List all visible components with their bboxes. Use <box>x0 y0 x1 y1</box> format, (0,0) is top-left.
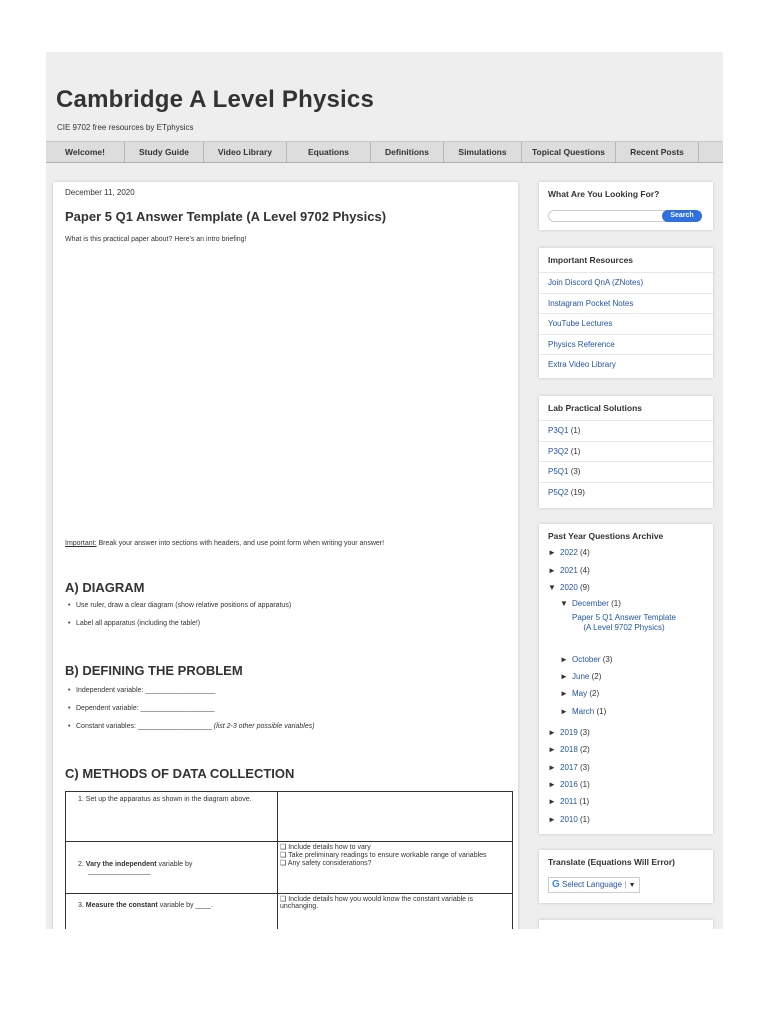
expand-triangle-icon[interactable]: ► <box>548 815 556 824</box>
section-b-list <box>65 682 315 736</box>
lab-solutions-widget <box>539 396 713 508</box>
lab-widget-title: Lab Practical Solutions <box>548 403 642 413</box>
nav-tab-overflow <box>699 142 723 162</box>
step-text: Set up the apparatus as shown in the diagram above. <box>85 796 252 803</box>
translate-widget <box>539 850 713 903</box>
step-bold: Vary the independent <box>85 860 157 868</box>
archive-count: (9) <box>577 583 590 592</box>
archive-count: (1) <box>577 780 590 789</box>
resource-link-extra-video[interactable]: Extra Video Library <box>539 354 713 375</box>
lab-list <box>539 420 713 502</box>
archive-link[interactable]: 2022 <box>560 548 578 557</box>
important-label: Important: <box>65 540 97 547</box>
nav-tab-definitions[interactable]: Definitions <box>371 142 444 162</box>
step-number: 2. <box>78 860 84 868</box>
lab-count: (1) <box>568 446 581 456</box>
post-intro: What is this practical paper about? Here's an intro briefing! <box>65 236 247 243</box>
step-cell <box>66 792 278 842</box>
section-c-heading: C) METHODS OF DATA COLLECTION <box>65 766 295 781</box>
list-item: • Label all apparatus (including the table!) <box>65 615 291 633</box>
archive-year-2019[interactable] <box>548 728 590 737</box>
archive-month-october[interactable] <box>560 655 612 664</box>
archive-link[interactable]: May <box>572 689 588 698</box>
collapse-triangle-icon[interactable]: ▼ <box>560 599 568 608</box>
note-line: ❑ Any safety considerations? <box>280 860 372 867</box>
notes-cell <box>278 792 513 842</box>
archive-count: (1) <box>577 815 590 824</box>
expand-triangle-icon[interactable]: ► <box>548 566 556 575</box>
lab-link[interactable]: P5Q2 <box>548 487 569 497</box>
archive-count: (3) <box>577 728 590 737</box>
collapse-triangle-icon[interactable]: ▼ <box>548 583 556 592</box>
blog-description: CIE 9702 free resources by ETphysics <box>57 123 194 132</box>
step-bold: Measure the constant <box>85 902 158 909</box>
important-text: Break your answer into sections with headers, and use point form when writing your answer! <box>96 540 385 547</box>
language-select[interactable] <box>548 877 640 893</box>
notes-cell <box>278 842 513 894</box>
archive-link[interactable]: 2017 <box>560 763 578 772</box>
archive-year-2010[interactable] <box>548 815 590 824</box>
step-number: 3. <box>78 902 84 909</box>
post-title[interactable]: Paper 5 Q1 Answer Template (A Level 9702 Physics) <box>65 209 387 224</box>
table-row <box>66 792 513 842</box>
table-row <box>66 842 513 894</box>
archive-year-2016[interactable] <box>548 780 590 789</box>
resource-link-youtube[interactable]: YouTube Lectures <box>539 313 713 334</box>
archive-count: (3) <box>577 763 590 772</box>
next-widget <box>539 920 713 929</box>
archive-count: (3) <box>600 655 613 664</box>
expand-triangle-icon[interactable]: ► <box>548 728 556 737</box>
search-widget-title: What Are You Looking For? <box>548 189 660 199</box>
resources-list <box>539 272 713 375</box>
constant-variables-text: Constant variables: ___________________ <box>76 723 214 730</box>
archive-count: (1) <box>594 707 607 716</box>
blog-page <box>46 52 723 929</box>
archive-count: (2) <box>589 672 602 681</box>
archive-month-december[interactable] <box>560 599 621 608</box>
lab-link[interactable]: P3Q2 <box>548 446 569 456</box>
lab-link[interactable]: P5Q1 <box>548 467 569 477</box>
expand-triangle-icon[interactable]: ► <box>560 655 568 664</box>
list-item[interactable] <box>539 441 713 462</box>
resource-link-physics-reference[interactable]: Physics Reference <box>539 334 713 355</box>
archive-month-june[interactable] <box>560 672 601 681</box>
archive-year-2011[interactable] <box>548 797 589 806</box>
nav-tab-welcome[interactable]: Welcome! <box>46 142 125 162</box>
archive-count: (1) <box>608 599 621 608</box>
note-line: ❑ Include details how to vary <box>280 844 371 851</box>
methods-table <box>65 791 513 929</box>
independent-variable: • Independent variable: __________________ <box>65 682 315 700</box>
expand-triangle-icon[interactable]: ► <box>548 548 556 557</box>
nav-tab-topical-questions[interactable]: Topical Questions <box>522 142 616 162</box>
note-line: ❑ Take preliminary readings to ensure workable range of variables <box>280 852 487 859</box>
select-separator: | <box>624 880 627 889</box>
archive-link[interactable]: 2021 <box>560 566 578 575</box>
post-date: December 11, 2020 <box>65 188 135 197</box>
archive-widget-title: Past Year Questions Archive <box>548 531 664 541</box>
archive-link[interactable]: 2016 <box>560 780 578 789</box>
expand-triangle-icon[interactable]: ► <box>548 780 556 789</box>
important-note <box>65 540 384 547</box>
archive-year-2020[interactable] <box>548 583 590 592</box>
lab-count: (19) <box>568 487 585 497</box>
archive-year-2022[interactable] <box>548 548 590 557</box>
archive-link[interactable]: 2019 <box>560 728 578 737</box>
expand-triangle-icon[interactable]: ► <box>560 689 568 698</box>
translate-widget-title: Translate (Equations Will Error) <box>548 857 675 867</box>
step-number: 1. <box>78 796 84 803</box>
nav-tab-recent-posts[interactable]: Recent Posts <box>616 142 699 162</box>
list-item[interactable] <box>539 482 713 503</box>
archive-post-link[interactable]: Paper 5 Q1 Answer Template (A Level 9702 Physics) <box>572 613 676 632</box>
list-item[interactable] <box>539 461 713 482</box>
post-card <box>53 182 518 929</box>
lab-count: (3) <box>568 467 581 477</box>
archive-count: (4) <box>577 566 590 575</box>
list-item[interactable] <box>539 420 713 441</box>
nav-tab-simulations[interactable]: Simulations <box>444 142 522 162</box>
nav-tab-equations[interactable]: Equations <box>287 142 371 162</box>
chevron-down-icon[interactable]: ▼ <box>628 882 636 889</box>
resources-widget <box>539 248 713 378</box>
archive-year-2021[interactable] <box>548 566 590 575</box>
language-select-label[interactable]: Select Language <box>562 880 623 889</box>
step-cell <box>66 894 278 930</box>
expand-triangle-icon[interactable]: ► <box>560 672 568 681</box>
archive-link[interactable]: 2010 <box>560 815 578 824</box>
nav-tab-video-library[interactable]: Video Library <box>204 142 287 162</box>
step-text: variable by <box>156 860 193 868</box>
archive-link[interactable]: December <box>572 599 609 608</box>
notes-cell <box>278 894 513 930</box>
google-icon: G <box>552 879 560 890</box>
lab-count: (1) <box>568 426 581 435</box>
dependent-variable: • Dependent variable: ___________________ <box>65 700 315 718</box>
constant-variables <box>65 718 315 736</box>
step-blank: ________________ <box>88 867 151 875</box>
archive-count: (1) <box>577 797 590 806</box>
nav-bar <box>46 141 723 163</box>
archive-link[interactable]: October <box>572 655 601 664</box>
section-a-list <box>65 597 291 633</box>
list-item: • Use ruler, draw a clear diagram (show relative positions of apparatus) <box>65 597 291 615</box>
expand-triangle-icon[interactable]: ► <box>548 745 556 754</box>
archive-count: (2) <box>587 689 600 698</box>
table-row <box>66 894 513 930</box>
step-text: variable by ____. <box>157 902 214 909</box>
archive-link[interactable]: 2018 <box>560 745 578 754</box>
search-widget <box>539 182 713 230</box>
constant-variables-note: (list 2-3 other possible variables) <box>213 723 315 730</box>
expand-triangle-icon[interactable]: ► <box>548 763 556 772</box>
archive-widget <box>539 524 713 834</box>
resources-widget-title: Important Resources <box>548 255 634 265</box>
archive-link[interactable]: March <box>572 707 595 716</box>
expand-triangle-icon[interactable]: ► <box>548 797 556 806</box>
archive-count: (4) <box>577 548 590 557</box>
section-a-heading: A) DIAGRAM <box>65 580 145 595</box>
blog-title[interactable]: Cambridge A Level Physics <box>56 86 375 113</box>
section-b-heading: B) DEFINING THE PROBLEM <box>65 663 243 678</box>
archive-link[interactable]: 2011 <box>560 797 578 806</box>
archive-month-may[interactable] <box>560 689 599 698</box>
archive-year-2018[interactable] <box>548 745 590 754</box>
archive-year-2017[interactable] <box>548 763 590 772</box>
nav-tab-study-guide[interactable]: Study Guide <box>125 142 204 162</box>
note-line: ❑ Include details how you would know the constant variable is unchanging. <box>280 896 474 910</box>
step-cell <box>66 842 278 894</box>
search-button[interactable]: Search <box>662 210 702 222</box>
resource-link-discord[interactable]: Join Discord QnA (ZNotes) <box>539 272 713 293</box>
expand-triangle-icon[interactable]: ► <box>560 707 568 716</box>
archive-month-march[interactable] <box>560 707 606 716</box>
resource-link-instagram[interactable]: Instagram Pocket Notes <box>539 293 713 314</box>
archive-count: (2) <box>577 745 590 754</box>
archive-link[interactable]: 2020 <box>560 583 578 592</box>
archive-link[interactable]: June <box>572 672 590 681</box>
lab-link[interactable]: P3Q1 <box>548 426 569 435</box>
